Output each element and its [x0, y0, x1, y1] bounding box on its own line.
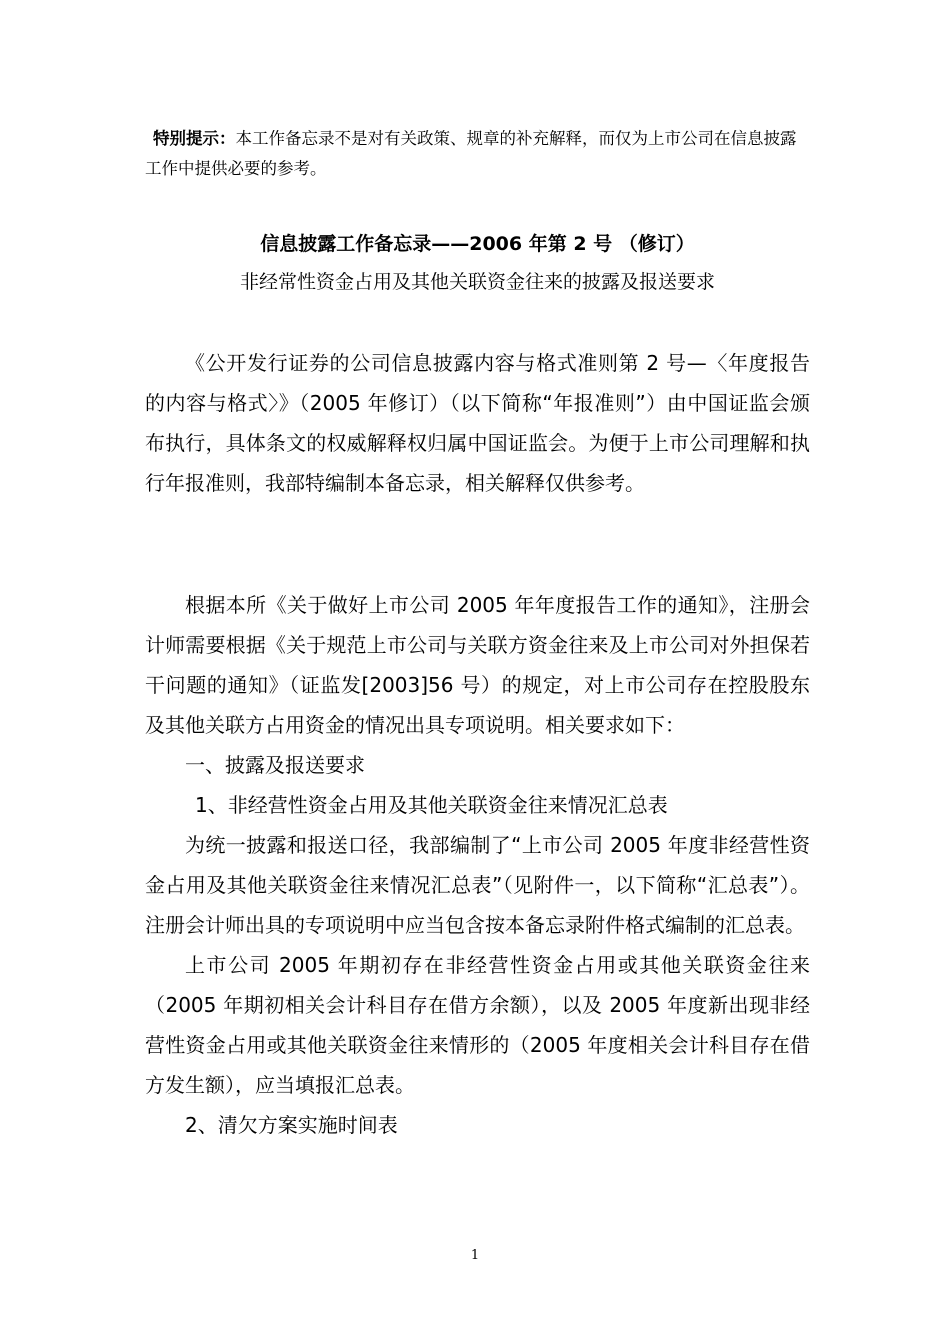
- paragraph-basis: 根据本所《关于做好上市公司 2005 年年度报告工作的通知》，注册会计师需要根据《关于规范上市公司与关联方资金往来及上市公司对外担保若干问题的通知》（证监发[2003]56 号）的规定，对上市公司存在控股股东及其他关联方占用资金的情况出具专项说明。相关要求如下：: [145, 593, 810, 737]
- paragraph-filing-requirement: 上市公司 2005 年期初存在非经营性资金占用或其他关联资金往来（2005 年期初相关会计科目存在借方余额），以及 2005 年度新出现非经营性资金占用或其他关联资金往来情形的（2005 年度相关会计科目存在借方发生额），应当填报汇总表。: [145, 953, 810, 1097]
- section-heading-disclosure: 一、披露及报送要求: [185, 753, 365, 777]
- notice-lead: 特别提示：: [153, 129, 236, 148]
- paragraph-summary-table: 为统一披露和报送口径，我部编制了“上市公司 2005 年度非经营性资金占用及其他关联资金往来情况汇总表”（见附件一，以下简称“汇总表”）。注册会计师出具的专项说明中应当包含按本备忘录附件格式编制的汇总表。: [145, 833, 810, 937]
- notice-text: 本工作备忘录不是对有关政策、规章的补充解释，而仅为上市公司在信息披露工作中提供必要的参考。: [145, 129, 797, 178]
- paragraph-intro: 《公开发行证券的公司信息披露内容与格式准则第 2 号—〈年度报告的内容与格式〉》（2005 年修订）（以下简称“年报准则”）由中国证监会颁布执行，具体条文的权威解释权归属中国证监会。为便于上市公司理解和执行年报准则，我部特编制本备忘录，相关解释仅供参考。: [145, 351, 810, 495]
- memo-subtitle: 非经常性资金占用及其他关联资金往来的披露及报送要求: [239, 271, 715, 293]
- memo-title: 信息披露工作备忘录——2006 年第 2 号 （修订）: [260, 233, 695, 255]
- subsection-heading-summary-table: 1、非经营性资金占用及其他关联资金往来情况汇总表: [195, 793, 668, 817]
- subsection-heading-repayment-schedule: 2、清欠方案实施时间表: [185, 1113, 398, 1137]
- special-notice: [145, 124, 810, 184]
- page-number: 1: [470, 1248, 480, 1263]
- intro-section: [145, 343, 810, 503]
- main-section: [145, 585, 810, 1145]
